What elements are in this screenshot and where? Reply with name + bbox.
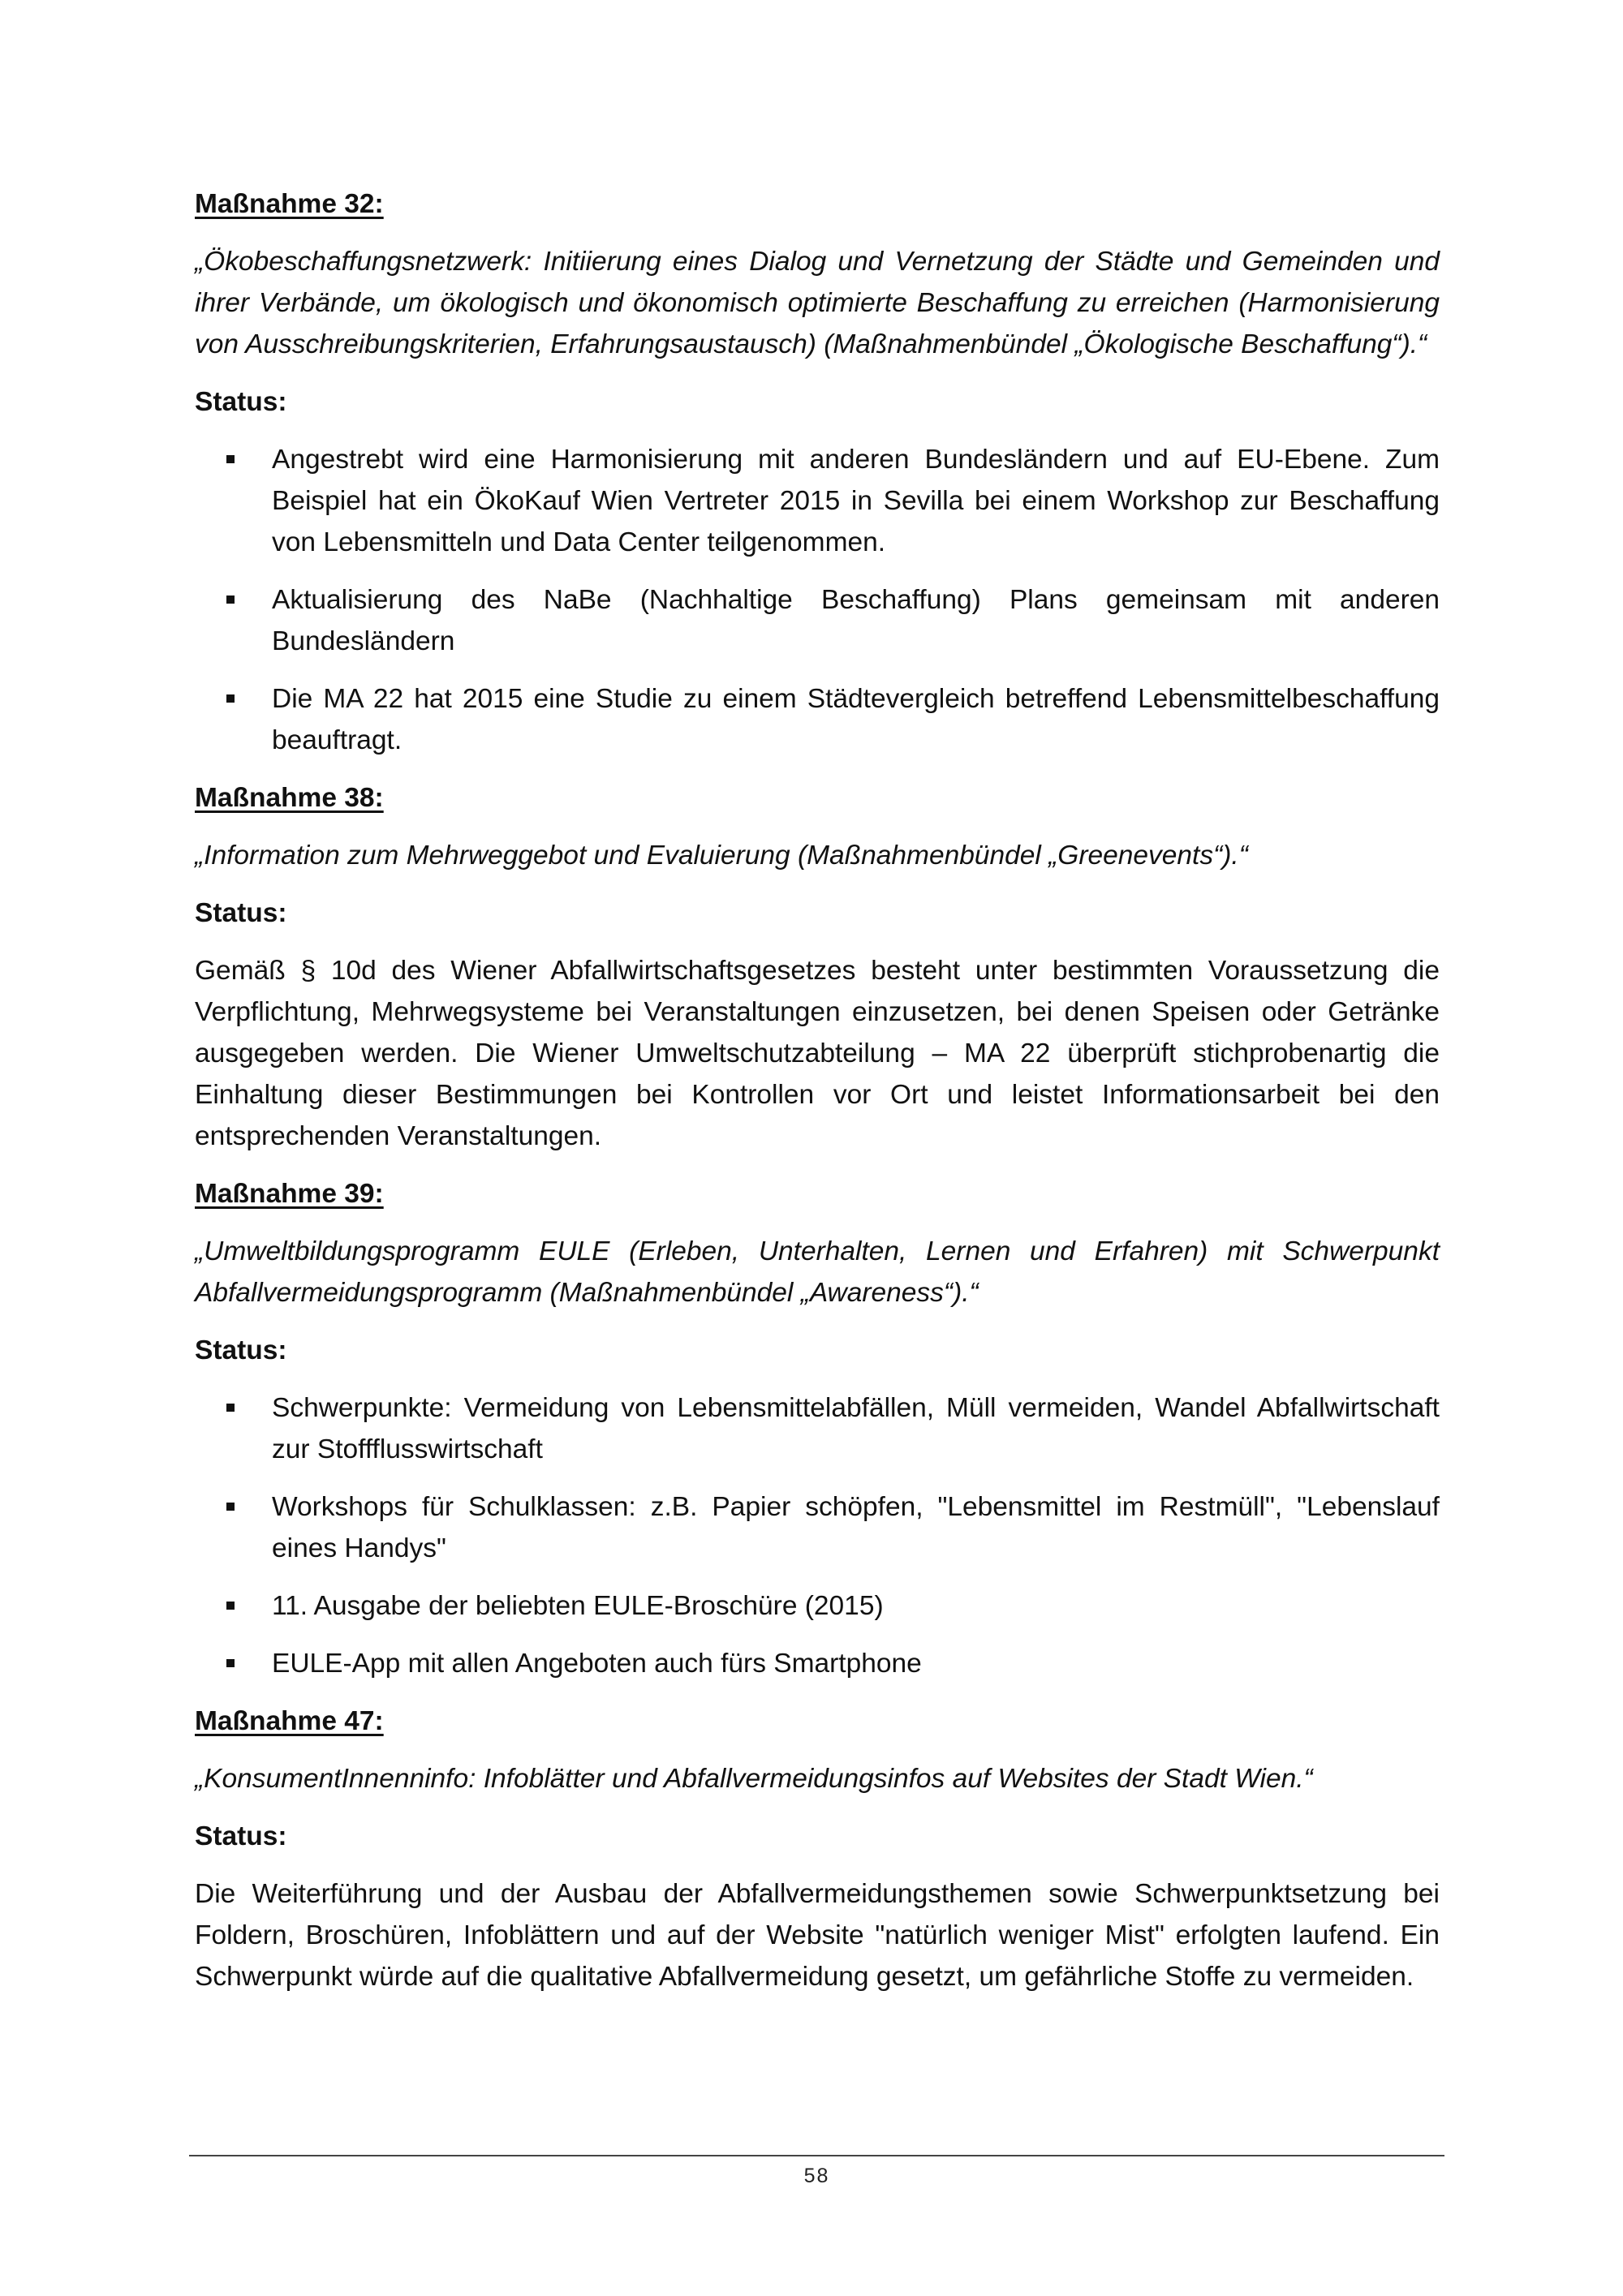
status-label: Status: <box>195 898 287 928</box>
list-item <box>195 1585 1440 1627</box>
status-paragraph: Gemäß § 10d des Wiener Abfallwirtschaftsgesetzes besteht unter bestimmten Voraussetzung die Verpflichtung, Mehrwegsysteme bei Veranstaltungen einzusetzen, bei denen Speisen oder Getränke ausgegeben werden. Die Wiener Umweltschutzabteilung – MA 22 überprüft stichprobenartig die Einhaltung dieser Bestimmungen bei Kontrollen vor Ort und leistet Informationsarbeit bei den entsprechenden Veranstaltungen. <box>195 956 1440 1151</box>
page-number: 58 <box>803 2165 830 2187</box>
section-massnahme-38 <box>195 777 1440 1157</box>
status-label: Status: <box>195 387 287 417</box>
section-quote: „Information zum Mehrweggebot und Evaluierung (Maßnahmenbündel „Greenevents“).“ <box>195 841 1248 871</box>
section-massnahme-32 <box>195 183 1440 761</box>
list-item <box>195 1387 1440 1470</box>
footer-divider <box>189 2155 1444 2156</box>
section-quote: „Ökobeschaffungsnetzwerk: Initiierung eines Dialog und Vernetzung der Städte und Gemeinden und ihrer Verbände, um ökologisch und ökonomisch optimierte Beschaffung zu erreichen (Harmonisierung von Ausschreibungskriterien, Erfahrungsaustausch) (Maßnahmenbündel „Ökologische Beschaffung“).“ <box>195 247 1440 359</box>
bullet-square-icon <box>226 455 235 463</box>
bullet-square-icon <box>226 1503 235 1511</box>
section-heading: Maßnahme 39: <box>195 1179 384 1209</box>
list-item-text: Aktualisierung des NaBe (Nachhaltige Beschaffung) Plans gemeinsam mit anderen Bundesländern <box>272 585 1440 656</box>
list-item <box>195 579 1440 662</box>
section-heading: Maßnahme 32: <box>195 189 384 219</box>
page-content <box>195 183 1440 2014</box>
list-item-text: Die MA 22 hat 2015 eine Studie zu einem Städtevergleich betreffend Lebensmittelbeschaffung beauftragt. <box>272 684 1440 755</box>
section-massnahme-39 <box>195 1173 1440 1684</box>
list-item <box>195 678 1440 761</box>
status-label: Status: <box>195 1335 287 1365</box>
status-label: Status: <box>195 1821 287 1851</box>
list-item-text: Angestrebt wird eine Harmonisierung mit anderen Bundesländern und auf EU-Ebene. Zum Beispiel hat ein ÖkoKauf Wien Vertreter 2015 in Sevilla bei einem Workshop zur Beschaffung von Lebensmitteln und Data Center teilgenommen. <box>272 445 1440 557</box>
status-bullet-list <box>195 1387 1440 1684</box>
bullet-square-icon <box>226 1602 235 1610</box>
section-quote: „KonsumentInnenninfo: Infoblätter und Abfallvermeidungsinfos auf Websites der Stadt Wien.“ <box>195 1764 1313 1794</box>
section-heading: Maßnahme 47: <box>195 1706 384 1736</box>
section-heading: Maßnahme 38: <box>195 783 384 813</box>
section-quote: „Umweltbildungsprogramm EULE (Erleben, Unterhalten, Lernen und Erfahren) mit Schwerpunkt Abfallvermeidungsprogramm (Maßnahmenbündel „Awareness“).“ <box>195 1236 1440 1308</box>
list-item-text: Schwerpunkte: Vermeidung von Lebensmittelabfällen, Müll vermeiden, Wandel Abfallwirtschaft zur Stoffflusswirtschaft <box>272 1393 1440 1464</box>
list-item <box>195 439 1440 563</box>
list-item-text: 11. Ausgabe der beliebten EULE-Broschüre (2015) <box>272 1591 884 1621</box>
list-item <box>195 1643 1440 1684</box>
status-bullet-list <box>195 439 1440 761</box>
status-paragraph: Die Weiterführung und der Ausbau der Abfallvermeidungsthemen sowie Schwerpunktsetzung bei Foldern, Broschüren, Infoblättern und auf der Website "natürlich weniger Mist" erfolgten laufend. Ein Schwerpunkt würde auf die qualitative Abfallvermeidung gesetzt, um gefährliche Stoffe zu vermeiden. <box>195 1879 1440 1992</box>
list-item-text: Workshops für Schulklassen: z.B. Papier schöpfen, "Lebensmittel im Restmüll", "Lebenslauf eines Handys" <box>272 1492 1440 1563</box>
bullet-square-icon <box>226 1404 235 1412</box>
bullet-square-icon <box>226 694 235 703</box>
bullet-square-icon <box>226 595 235 604</box>
list-item <box>195 1486 1440 1569</box>
list-item-text: EULE-App mit allen Angeboten auch fürs Smartphone <box>272 1649 922 1679</box>
section-massnahme-47 <box>195 1701 1440 1997</box>
bullet-square-icon <box>226 1659 235 1667</box>
